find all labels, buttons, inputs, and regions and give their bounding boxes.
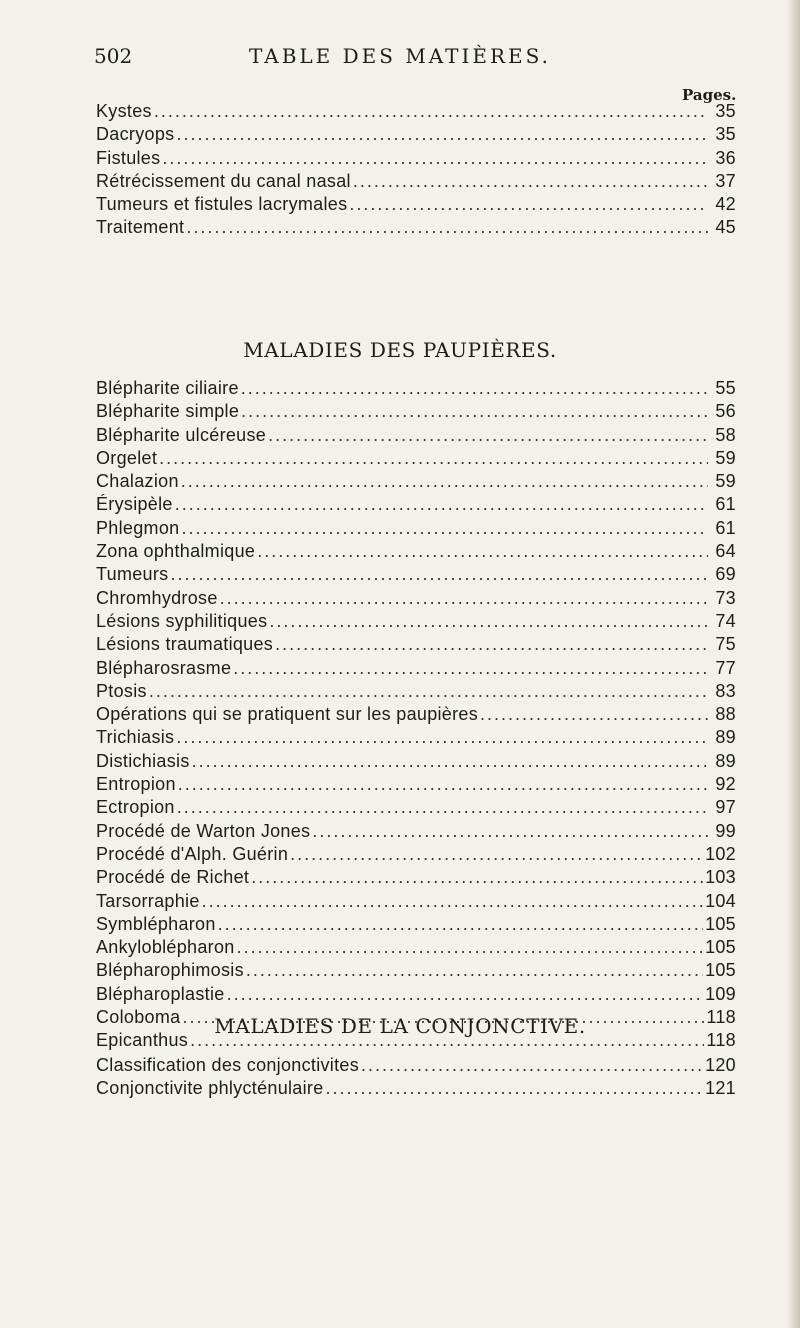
section-title-conjonctive: MALADIES DE LA CONJONCTIVE. [214, 1014, 586, 1038]
toc-entry-page: 42 [715, 194, 736, 215]
toc-entry-page: 75 [715, 634, 736, 655]
toc-entry-label: Fistules [96, 147, 161, 168]
toc-entry-label: Entropion [96, 774, 176, 795]
toc-entry-label: Procédé d'Alph. Guérin [96, 843, 289, 864]
toc-entry-label: Ankyloblépharon [96, 937, 235, 958]
dot-leader [361, 1055, 703, 1076]
dot-leader [233, 658, 708, 679]
toc-entry-page: 83 [715, 680, 736, 701]
toc-entry [96, 541, 736, 564]
pages-column-label: Pages. [682, 86, 737, 104]
dot-leader [218, 914, 703, 935]
toc-entry [96, 797, 736, 820]
toc-entry-page: 118 [706, 1007, 736, 1028]
dot-leader [353, 171, 708, 192]
dot-leader [268, 425, 708, 446]
toc-entry-label: Classification des conjonctivites [96, 1055, 360, 1075]
dot-leader [186, 217, 708, 238]
dot-leader [154, 101, 708, 122]
toc-entry-label: Rétrécissement du canal nasal [96, 170, 351, 191]
toc-entry-label: Tumeurs [96, 564, 169, 585]
page-header [0, 44, 800, 72]
toc-entry-page: 58 [715, 424, 736, 445]
toc-entry-label: Symblépharon [96, 913, 216, 934]
toc-entry [96, 1055, 736, 1078]
toc-entry [96, 217, 736, 240]
toc-section-lacrymal [96, 101, 736, 241]
toc-entry-page: 118 [706, 1030, 736, 1051]
toc-entry-label: Tarsorraphie [96, 890, 200, 911]
dot-leader [269, 611, 708, 632]
toc-section-paupieres [96, 378, 736, 1054]
toc-entry [96, 914, 736, 937]
toc-entry [96, 751, 736, 774]
toc-entry-page: 105 [705, 960, 736, 981]
toc-entry-page: 105 [705, 937, 736, 958]
dot-leader [349, 194, 708, 215]
toc-entry-page: 97 [715, 797, 736, 818]
toc-entry-label: Procédé de Warton Jones [96, 820, 311, 841]
toc-entry [96, 448, 736, 471]
toc-entry-label: Lésions syphilitiques [96, 610, 268, 631]
toc-entry-label: Zona ophthalmique [96, 541, 256, 562]
toc-entry-page: 120 [705, 1055, 736, 1075]
toc-entry-label: Phlegmon [96, 517, 180, 538]
toc-entry-label: Ptosis [96, 680, 147, 701]
dot-leader [178, 774, 708, 795]
toc-entry-page: 35 [715, 101, 736, 121]
toc-entry-page: 109 [705, 983, 736, 1004]
page-number: 502 [94, 44, 133, 68]
toc-entry-page: 45 [715, 217, 736, 238]
toc-entry [96, 727, 736, 750]
toc-entry-page: 121 [705, 1078, 736, 1099]
toc-entry-label: Orgelet [96, 447, 158, 468]
toc-entry-page: 55 [715, 378, 736, 398]
toc-entry-page: 74 [715, 610, 736, 631]
toc-entry [96, 588, 736, 611]
toc-entry [96, 867, 736, 890]
toc-entry-label: Blépharite ulcéreuse [96, 424, 267, 445]
toc-entry-label: Ectropion [96, 797, 175, 818]
toc-entry-label: Procédé de Richet [96, 867, 250, 888]
toc-entry-page: 64 [715, 541, 736, 562]
dot-leader [290, 844, 703, 865]
dot-leader [181, 518, 708, 539]
toc-entry-page: 56 [715, 401, 736, 422]
dot-leader [241, 378, 708, 399]
toc-entry [96, 774, 736, 797]
toc-entry-page: 73 [715, 587, 736, 608]
toc-entry [96, 891, 736, 914]
toc-entry [96, 937, 736, 960]
dot-leader [312, 821, 708, 842]
toc-entry [96, 821, 736, 844]
toc-entry [96, 681, 736, 704]
toc-entry-label: Blépharophimosis [96, 960, 244, 981]
dot-leader [159, 448, 708, 469]
toc-entry-label: Traitement [96, 217, 185, 238]
toc-entry-page: 99 [715, 820, 736, 841]
toc-entry-label: Conjonctivite phlycténulaire [96, 1078, 324, 1099]
dot-leader [275, 634, 708, 655]
dot-leader [326, 1078, 704, 1099]
toc-entry [96, 171, 736, 194]
dot-leader [251, 867, 703, 888]
toc-entry [96, 960, 736, 983]
toc-entry-page: 36 [715, 147, 736, 168]
toc-entry-page: 103 [705, 867, 736, 888]
toc-entry-page: 69 [715, 564, 736, 585]
toc-entry [96, 194, 736, 217]
dot-leader [175, 494, 708, 515]
toc-entry-page: 92 [715, 774, 736, 795]
toc-entry-label: Tumeurs et fistules lacrymales [96, 194, 348, 215]
toc-entry-page: 61 [715, 494, 736, 515]
toc-entry-page: 37 [715, 170, 736, 191]
toc-entry-page: 59 [715, 471, 736, 492]
dot-leader [162, 148, 708, 169]
dot-leader [176, 727, 708, 748]
toc-entry [96, 1078, 736, 1101]
dot-leader [181, 471, 708, 492]
toc-entry-label: Kystes [96, 101, 152, 121]
toc-entry [96, 518, 736, 541]
dot-leader [257, 541, 708, 562]
page-edge-shadow [786, 0, 800, 1328]
toc-entry [96, 101, 736, 124]
dot-leader [192, 751, 708, 772]
toc-entry-page: 102 [705, 843, 736, 864]
toc-entry [96, 401, 736, 424]
dot-leader [246, 960, 703, 981]
toc-entry-label: Epicanthus [96, 1030, 189, 1051]
toc-entry [96, 658, 736, 681]
toc-entry [96, 124, 736, 147]
dot-leader [170, 564, 708, 585]
toc-entry-label: Blépharosrasme [96, 657, 232, 678]
section-title-paupieres: MALADIES DES PAUPIÈRES. [243, 338, 557, 362]
toc-entry [96, 634, 736, 657]
dot-leader [176, 124, 708, 145]
toc-entry [96, 425, 736, 448]
toc-entry-label: Chromhydrose [96, 587, 218, 608]
toc-entry [96, 844, 736, 867]
toc-entry-page: 105 [705, 913, 736, 934]
toc-entry-label: Blépharoplastie [96, 983, 225, 1004]
toc-entry [96, 378, 736, 401]
toc-entry-page: 35 [715, 124, 736, 145]
toc-entry-page: 88 [715, 704, 736, 725]
dot-leader [480, 704, 708, 725]
toc-entry [96, 564, 736, 587]
dot-leader [220, 588, 708, 609]
toc-entry-label: Chalazion [96, 471, 179, 492]
toc-section-conjonctive [96, 1055, 736, 1102]
toc-entry-label: Distichiasis [96, 750, 190, 771]
toc-entry-page: 77 [715, 657, 736, 678]
dot-leader [237, 937, 703, 958]
toc-entry-page: 89 [715, 727, 736, 748]
toc-entry-page: 59 [715, 447, 736, 468]
toc-entry [96, 704, 736, 727]
toc-entry-label: Coloboma [96, 1007, 181, 1028]
dot-leader [149, 681, 708, 702]
toc-entry-page: 89 [715, 750, 736, 771]
dot-leader [241, 401, 708, 422]
toc-entry-label: Blépharite simple [96, 401, 240, 422]
toc-entry [96, 494, 736, 517]
dot-leader [177, 797, 708, 818]
running-title: TABLE DES MATIÈRES. [249, 44, 551, 68]
toc-entry-label: Opérations qui se pratiquent sur les paupières [96, 704, 479, 725]
toc-entry [96, 611, 736, 634]
toc-entry-label: Blépharite ciliaire [96, 378, 239, 398]
dot-leader [227, 984, 703, 1005]
toc-entry [96, 471, 736, 494]
toc-entry-page: 61 [715, 517, 736, 538]
dot-leader [202, 891, 703, 912]
toc-entry-label: Trichiasis [96, 727, 175, 748]
toc-entry [96, 148, 736, 171]
toc-entry-page: 104 [705, 890, 736, 911]
toc-entry-label: Érysipèle [96, 494, 173, 515]
toc-entry-label: Lésions traumatiques [96, 634, 274, 655]
toc-entry [96, 984, 736, 1007]
toc-entry-label: Dacryops [96, 124, 175, 145]
